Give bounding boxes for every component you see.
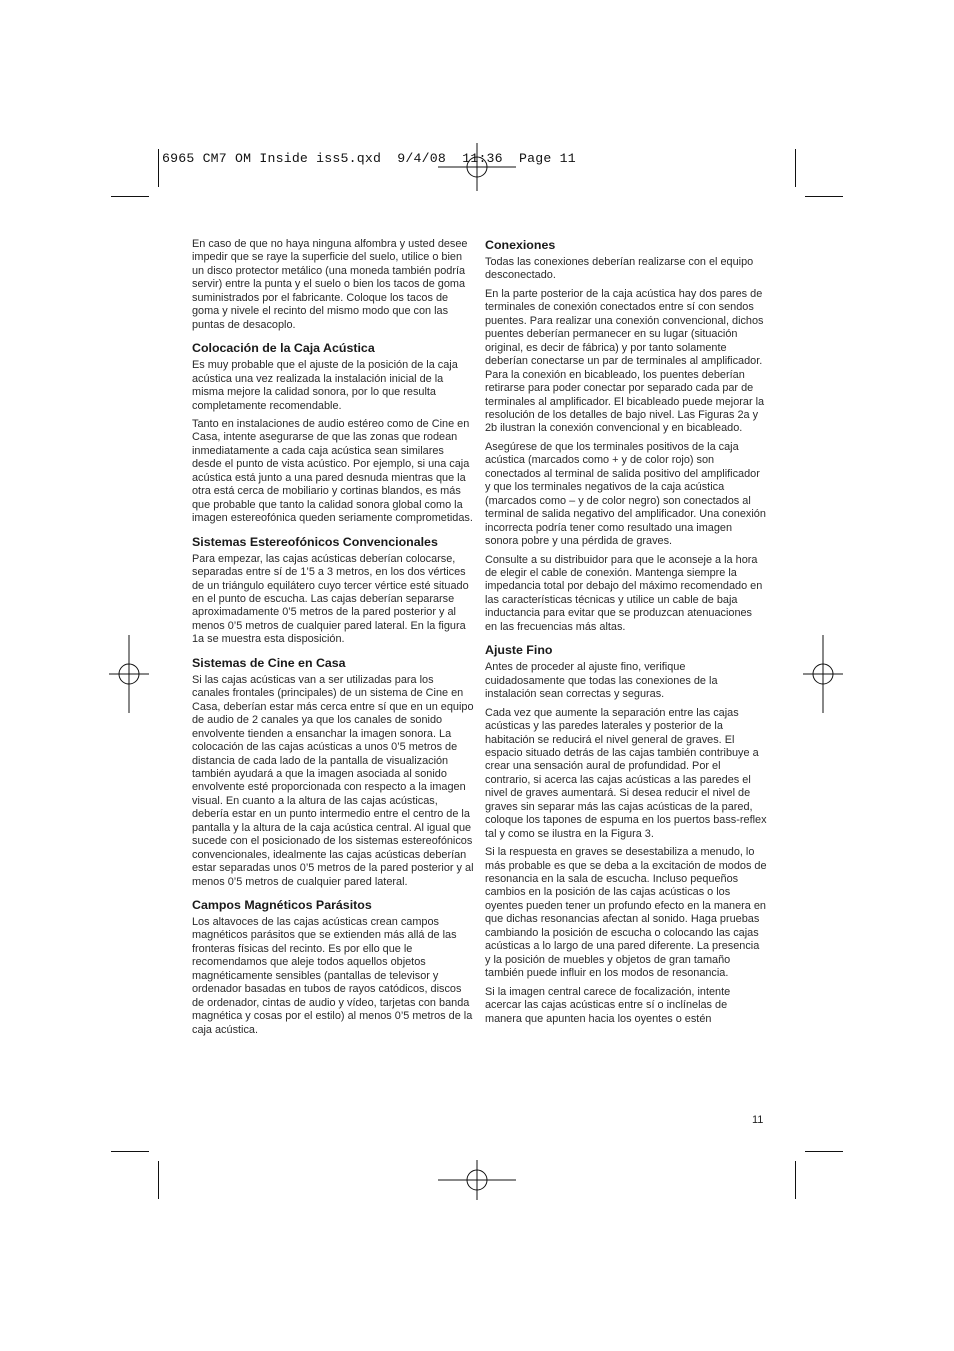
crop-mark-bottom-left-horizontal — [111, 1151, 149, 1152]
crop-mark-top-left-vertical — [158, 149, 159, 187]
paragraph-colocacion-intro: Es muy probable que el ajuste de la posición de la caja acústica una vez realizada la instalación inicial de la misma mejore la calidad sonora, por lo que resulta completamente recomendable. — [192, 359, 458, 412]
paragraph-ajuste-separacion: Cada vez que aumente la separación entre las cajas acústicas y las paredes laterales y posterior de la habitación se reducirá el nivel general de graves. El espacio situado detrás de las cajas también contribuye a crear una sensación aural de profundidad. Por el contrario, si acerca las cajas acústicas a las paredes el nivel de graves aumentará. Si desea reducir el nivel de graves sin separar más las cajas acústicas de la pared, coloque los tapones de espuma en los puertos bass-reflex tal y como se ilustra en la Figura 3. — [485, 706, 767, 840]
left-column — [192, 238, 474, 1042]
heading-conexiones: Conexiones — [485, 238, 556, 252]
heading-cine-en-casa: Sistemas de Cine en Casa — [192, 655, 346, 670]
registration-mark-bottom-icon — [438, 1160, 518, 1200]
paragraph-floor-protection: En caso de que no haya ninguna alfombra y usted desee impedir que se raye la superficie del suelo, utilice o bien un disco protector metálico (una moneda también podría servir) entre la punta y el suelo o bien los tacos de goma suministrados por el fabricante. Coloque los tacos de goma y nivele el recinto del mismo modo que con las puntas de desacoplo. — [192, 238, 468, 331]
registration-mark-top-icon — [438, 143, 518, 191]
paragraph-ajuste-verificar: Antes de proceder al ajuste fino, verifique cuidadosamente que todas las conexiones de la instalación sean correctas y seguras. — [485, 661, 718, 701]
paragraph-conexiones-polaridad: Asegúrese de que los terminales positivos de la caja acústica (marcados como + y de color rojo) son conectados al terminal de salida positivo del amplificador y que los terminales negativos de la caja acústica (marcados como – y de color negro) son conectados al terminal de salida negativo del amplificador. Una conexión incorrecta podría tener como resultado una imagen sonora pobre y una pérdida de graves. — [485, 440, 766, 548]
file-slug: 6965 CM7 OM Inside iss5.qxd 9/4/08 11:36 Page 11 — [162, 151, 576, 166]
crop-mark-bottom-left-vertical — [158, 1161, 159, 1199]
right-column — [485, 238, 767, 1031]
heading-campos-magneticos: Campos Magnéticos Parásitos — [192, 898, 372, 913]
paragraph-colocacion-zonas: Tanto en instalaciones de audio estéreo como de Cine en Casa, intente asegurarse de que las zonas que rodean inmediatamente a cada caja acústica sean similares desde el punto de vista acústico. Por ejemplo, si una caja acústica está junto a una pared desnuda mientras que la otra está cerca de mobiliario y cortinas blandos, es más que probable que tanto la calidad sonora global como la imagen estereofónica queden seriamente comprometidas. — [192, 417, 473, 525]
paragraph-sistemas-estereofonicos: Para empezar, las cajas acústicas deberían colocarse, separadas entre sí de 1’5 a 3 metros, en los dos vértices de un triángulo equilátero cuyo tercer vértice esté situado en el punto de escucha. Las cajas deberían separarse aproximadamente 0’5 metros de la pared posterior y al menos 0’5 metros de cualquier pared lateral. En la figura 1a se muestra esta disposición. — [192, 552, 469, 646]
registration-mark-right-icon — [803, 635, 843, 713]
crop-mark-bottom-right-horizontal — [805, 1151, 843, 1152]
paragraph-campos-magneticos: Los altavoces de las cajas acústicas crean campos magnéticos parásitos que se extienden más allá de las fronteras físicas del recinto. Es por ello que le recomendamos que aleje todos aquellos objetos magnéticamente sensibles (pantallas de televisor y ordenador basadas en tubos de rayos catódicos, discos de ordenador, cintas de audio y vídeo, tarjetas con banda magnética y cosas por el estilo) al menos 0’5 metros de la caja acústica. — [192, 916, 473, 1036]
registration-mark-left-icon — [109, 635, 149, 713]
paragraph-conexiones-puentes: En la parte posterior de la caja acústica hay dos pares de terminales de conexión conectados entre sí con sendos puentes. Para realizar una conexión convencional, dichos puentes deberían permanecer en su lugar (situación original, es decir de fábrica) y por tanto solamente deberían conectarse un par de terminales al amplificador. Para la conexión en bicableado, los puentes deberían retirarse para poder conectar por separado cada par de terminales al amplificador. El bicableado puede mejorar la resolución de los detalles de bajo nivel. Las Figuras 2a y 2b ilustran la conexión convencional y en bicableado. — [485, 287, 765, 435]
paragraph-conexiones-intro: Todas las conexiones deberían realizarse con el equipo desconectado. — [485, 256, 754, 282]
crop-mark-bottom-right-vertical — [795, 1161, 796, 1199]
crop-mark-top-right-horizontal — [805, 196, 843, 197]
crop-mark-top-right-vertical — [795, 149, 796, 187]
crop-mark-top-left-horizontal — [111, 196, 149, 197]
paragraph-ajuste-imagen-central: Si la imagen central carece de focalización, intente acercar las cajas acústicas entre sí o inclínelas de manera que apunten hacia los oyentes o estén — [485, 985, 731, 1025]
heading-ajuste-fino: Ajuste Fino — [485, 643, 553, 658]
paragraph-conexiones-cable: Consulte a su distribuidor para que le aconseje a la hora de elegir el cable de conexión. Mantenga siempre la impedancia total por debajo del máximo recomendado en las características técnicas y utilice un cable de baja inductancia para evitar que se produzcan atenuaciones en las frecuencias más altas. — [485, 553, 763, 633]
paragraph-cine-en-casa: Si las cajas acústicas van a ser utilizadas para los canales frontales (principales) de un sistema de Cine en Casa, deberían estar más cerca entre sí que en un equipo de audio de 2 canales ya que los canales de sonido envolvente tienden a ensanchar la imagen sonora. La colocación de las cajas acústicas a unos 0’5 metros de distancia de cada lado de la pantalla de visualización también ayudará a que la imagen asociada al sonido envolvente esté proporcionada con respecto a la imagen visual. En cuanto a la altura de las cajas acústicas, debería estar en un punto intermedio entre el centro de la pantalla y la altura de la caja acústica central. Al igual que sucede con el posicionado de los sistemas estereofónicos convencionales, idealmente las cajas acústicas deberían estar separadas unos 0’5 metros de la pared posterior y al menos 0’5 metros de cualquier pared lateral. — [192, 673, 474, 888]
paragraph-ajuste-resonancia: Si la respuesta en graves se desestabiliza a menudo, lo más probable es que se deba a la excitación de modos de resonancia en la sala de escucha. Incluso pequeños cambios en la posición de las cajas acústicas o los oyentes pueden tener un profundo efecto en la manera en que dichas resonancias afectan al sonido. Haga pruebas cambiando la posición de escucha o colocando las cajas acústicas a lo largo de una pared diferente. La presencia y la posición de muebles y objetos de gran tamaño también puede influir en los modos de resonancia. — [485, 846, 767, 980]
heading-colocacion: Colocación de la Caja Acústica — [192, 341, 375, 356]
heading-sistemas-estereofonicos: Sistemas Estereofónicos Convencionales — [192, 534, 438, 549]
page-number: 11 — [752, 1114, 764, 1126]
